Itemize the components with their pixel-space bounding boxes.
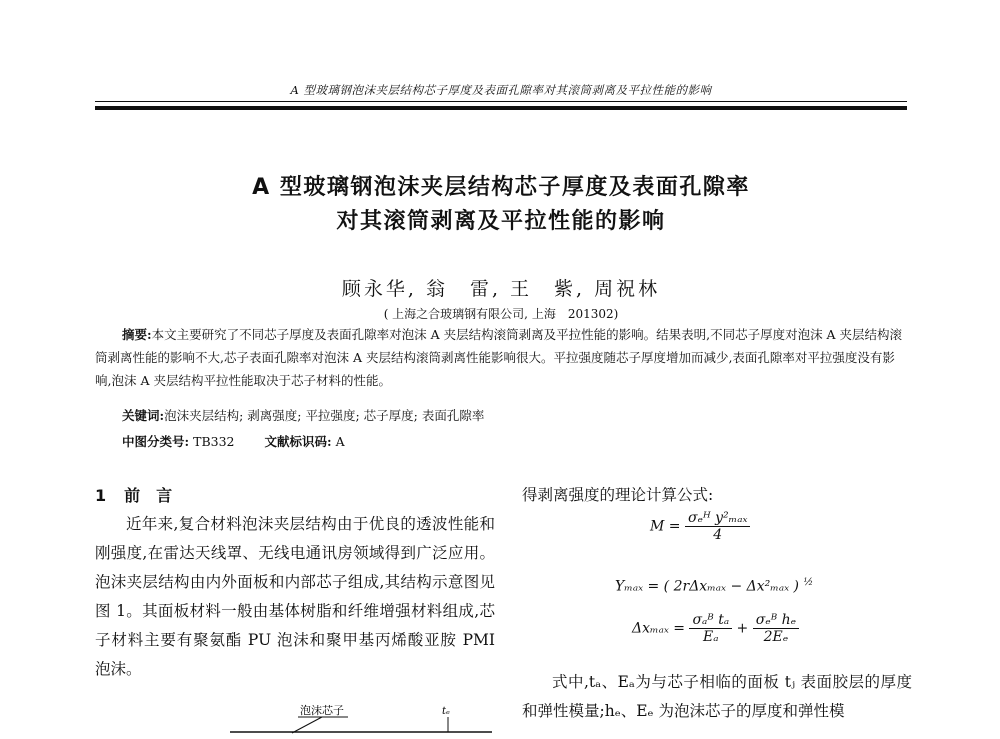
right-column-lead-in: 得剥离强度的理论计算公式: <box>522 486 714 504</box>
formula-ymax <box>615 577 815 605</box>
doccode-value: A <box>335 434 345 449</box>
formula-dx-numerator-1: σₐᴮ tₐ <box>689 612 732 629</box>
abstract-label: 摘要: <box>122 327 152 342</box>
figure-1-sandwich-diagram <box>230 700 495 735</box>
doccode-label: 文献标识码: <box>264 434 332 449</box>
intro-paragraph-text: 近年来,复合材料泡沫夹层结构由于优良的透波性能和刚强度,在雷达天线罩、无线电通讯房领域得到广泛应用。泡沫夹层结构由内外面板和内部芯子组成,其结构示意图见图 1。其面板材料一般由基体树脂和纤维增强材料组成,芯子材料主要有聚氨酯 PU 泡沫和聚甲基丙烯酸亚胺 PMI 泡沫。 <box>95 515 495 678</box>
formula-delta-x <box>632 612 812 668</box>
abstract-text: 本文主要研究了不同芯子厚度及表面孔隙率对泡沫 A 夹层结构滚筒剥离及平拉性能的影响。结果表明,不同芯子厚度对泡沫 A 夹层结构滚筒剥离性能的影响不大,芯子表面孔隙率对泡沫 A 夹层结构滚筒剥离性能影响很大。平拉强度随芯子厚度增加而减少,表面孔隙率对平拉强度没有影响,泡沫 A 夹层结构平拉性能取决于芯子材料的性能。 <box>95 327 903 388</box>
formula-dx-numerator-2: σₑᴮ hₑ <box>753 612 799 629</box>
formula-dx-fraction-2 <box>753 612 799 645</box>
keywords-text: 泡沫夹层结构; 剥离强度; 平拉强度; 芯子厚度; 表面孔隙率 <box>164 408 485 423</box>
section-title: 前 言 <box>124 486 173 505</box>
keywords-label: 关键词: <box>122 408 165 423</box>
section-number: 1 <box>95 486 107 505</box>
figure-label-foam-core: 泡沫芯子 <box>300 704 344 717</box>
class-value: TB332 <box>193 434 235 449</box>
figure-thickness-mark: tₑ <box>442 706 450 717</box>
classification-line <box>122 432 345 450</box>
section-heading <box>95 483 172 506</box>
article-title-line-2: 对其滚筒剥离及平拉性能的影响 <box>336 209 666 234</box>
formula-m-numerator: σₑᴴ y²ₘₐₓ <box>685 510 750 527</box>
abstract <box>95 323 907 392</box>
author-list: 顾永华, 翁 雷, 王 紫, 周祝林 <box>341 278 661 300</box>
formula-dx-fraction-1 <box>689 612 732 645</box>
intro-paragraph <box>95 510 495 684</box>
formula-explanation-text: 式中,tₐ、Eₐ为与芯子相临的面板 tⱼ 表面胶层的厚度和弹性模量;hₑ、Eₑ 为泡沫芯子的厚度和弹性模 <box>522 673 912 720</box>
running-header: A 型玻璃钢泡沫夹层结构芯子厚度及表面孔隙率对其滚筒剥离及平拉性能的影响 <box>290 83 712 97</box>
formula-dx-plus: + <box>736 620 749 637</box>
class-label: 中图分类号: <box>122 434 190 449</box>
formula-dx-denominator-1: Eₐ <box>703 629 719 645</box>
formula-peel-moment <box>650 510 790 570</box>
formula-dx-lhs: Δxₘₐₓ = <box>632 620 685 637</box>
figure-1-svg <box>230 700 495 735</box>
keywords-line <box>122 406 484 424</box>
header-rule-thick <box>95 106 907 110</box>
header-rule-thin <box>95 101 907 102</box>
formula-y-exponent: ½ <box>803 577 814 588</box>
figure-leader-line <box>292 717 322 733</box>
formula-m-denominator: 4 <box>713 527 723 543</box>
formula-dx-denominator-2: 2Eₑ <box>763 629 789 645</box>
article-title-line-1: A 型玻璃钢泡沫夹层结构芯子厚度及表面孔隙率 <box>252 175 750 200</box>
formula-m-lhs: M = <box>650 518 681 535</box>
affiliation: ( 上海之合玻璃钢有限公司, 上海 201302) <box>383 307 619 321</box>
formula-y-body: Yₘₐₓ = ( 2rΔxₘₐₓ − Δx²ₘₐₓ ) <box>615 578 799 595</box>
formula-explanation <box>522 668 912 726</box>
formula-m-fraction <box>685 510 750 543</box>
